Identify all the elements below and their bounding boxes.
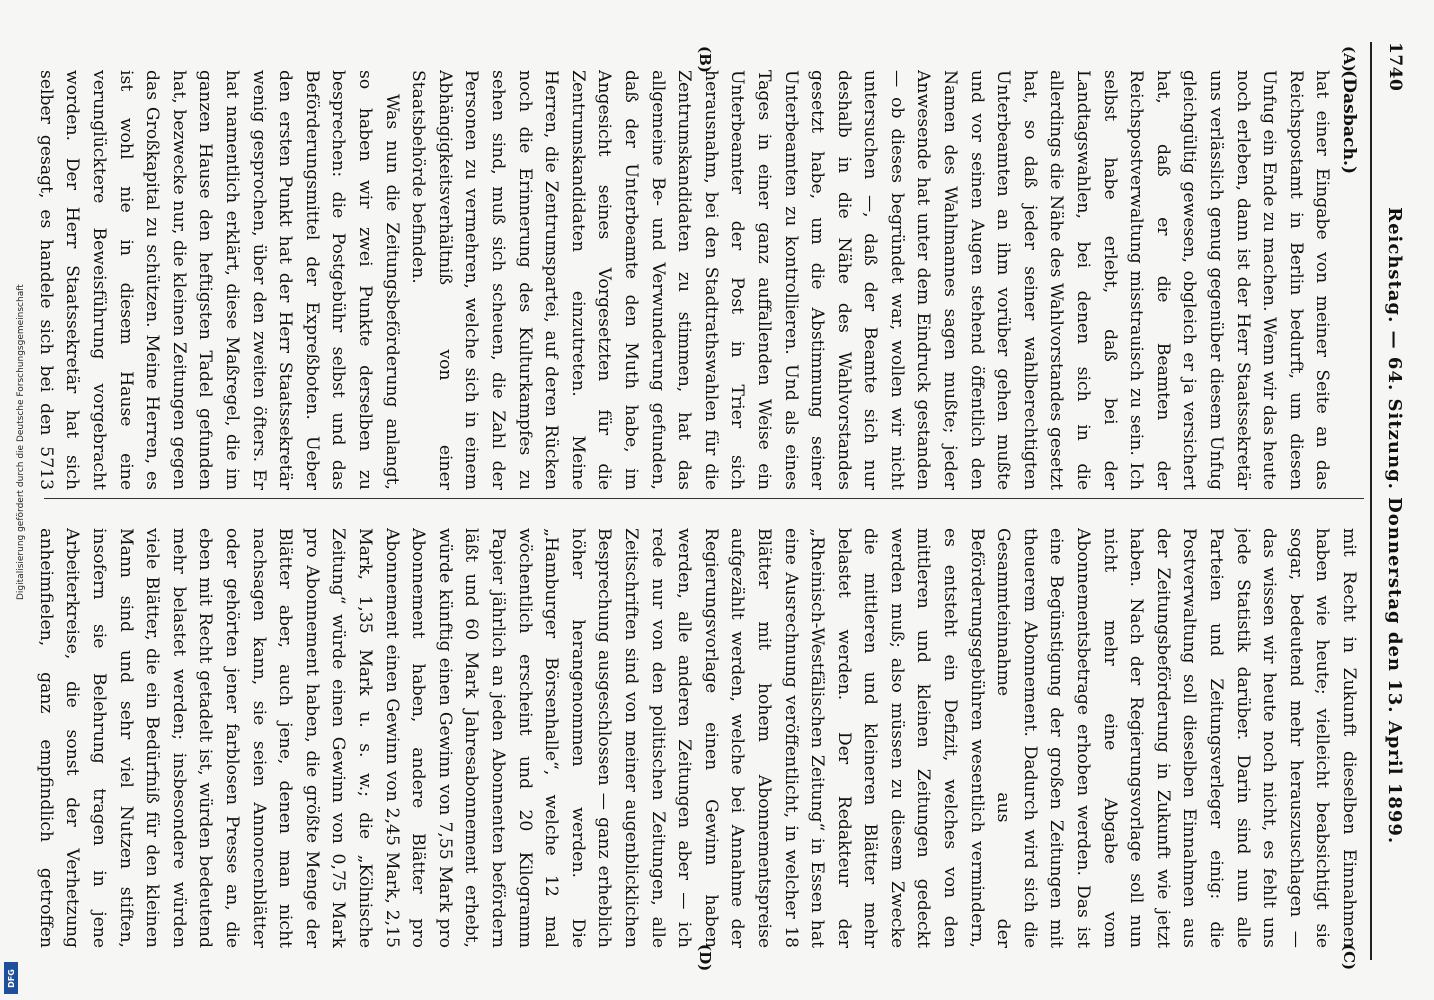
header-rule — [1370, 42, 1372, 960]
margin-letter-c: (C) — [1340, 944, 1358, 971]
margin-letter-b: (B) — [696, 46, 714, 73]
dfg-logo-text: DFG — [6, 968, 16, 988]
left-paragraph-2: Was nun die Zeitungsbeförderung anlangt, so haben wir zwei Punkte derselben zu besprechen: die Postgebühr selbst und das Beförderungsmittel der Expreßboten. Ueber den ersten Punkt hat der Herr Staatssekretär wenig gesprochen, über den zweiten öfters. Er hat namentlich erklärt, diese Maßregel, die im ganzen Hause den heftigsten Tadel gefunden hat, bezwecke nur, die kleinen Zeitungen gegen das Großkapital zu schützen. Meine Herren, es ist wohl nie in diesem Hause eine verunglücktere Beweisführung vorgebracht worden. Der Herr Staatssekretär hat sich selber gesagt, es handele sich bei den 5713 — [35, 70, 402, 490]
margin-letter-a: (A) — [1340, 46, 1358, 72]
digitization-credit — [0, 0, 26, 1000]
column-divider — [44, 498, 1364, 499]
right-column — [32, 528, 1362, 948]
left-column — [32, 70, 1362, 490]
credit-text: Digitalisierung gefördert durch die Deutsche Forschungsgemeinschaft — [16, 284, 26, 600]
left-paragraph-1: hat einer Eingabe von meiner Seite an das Reichspostamt in Berlin bedurft, um diesen Unfug ein Ende zu machen. Wenn wir das heute noch erleben, dann ist der Herr Staatssekretär uns verlässlich genug gegenüber diesem Unfug gleichgültig gewesen, obgleich er ja versichert hat, daß er die Beamten der Reichspostverwaltung misstrauisch zu sein. Ich selbst habe erlebt, daß bei der Landtagswahlen, bei denen sich in die allerdings die Nähe des Wahlvorstandes gesetzt hat, so daß jeder seiner wahlberechtigten Unterbeamten an ihm vorüber gehen mußte und vor seinen Augen stehend öffentlich den Namen des Wahlmannes sagen mußte; jeder Anwesende hat unter dem Eindruck gestanden — ob dieses begründet war, wollen wir nicht untersuchen —, daß der Beamte sich nur deshalb in die Nähe des Wahlvorstandes gesetzt habe, um die Abstimmung seiner Unterbeamten zu kontrollieren. Und als eines Tages in einer ganz auffallenden Weise ein Unterbeamter der Post in Trier sich herausnahm, bei den Stadtrathswahlen für die Zentrumskandidaten zu stimmen, hat das allgemeine Be- und Verwunderung gefunden, daß der Unterbeamte den Muth habe, im Angesicht seines Vorgesetzten für die Zentrumskandidaten einzutreten. Meine Herren, die Zentrumspartei, auf deren Rücken noch die Erinnerung des Kulturkampfes zu sehen sind, muß sich scheuen, die Zahl der Personen zu vermehren, welche sich in einem Abhängigkeitsverhältniß von einer Staatsbehörde befinden. — [408, 70, 1333, 490]
dfg-logo — [4, 962, 18, 994]
page-title: Reichstag. — 64. Sitzung. Donnerstag den 13. April 1899. — [1384, 207, 1406, 845]
right-paragraph-1: mit Recht in Zukunft dieselben Einnahmen haben wie heute; vielleicht beabsichtigt sie sogar, bedeutend mehr herauszuschlagen — das wissen wir heute noch nicht, es fehlt uns jede Statistik darüber. Darin sind nun alle Parteien und Zeitungsverleger einig: die Postverwaltung soll dieselben Einnahmen aus der Zeitungsbeförderung in Zukunft wie jetzt haben. Nach der Regierungsvorlage soll nun nicht mehr eine Abgabe vom Abonnementsbetrage erhoben werden. Das ist eine Begünstigung der großen Zeitungen mit theuerem Abonnement. Dadurch wird sich die Gesammteinnahme aus der Beförderungsgebühren wesentlich vermindern, es entsteht ein Defizit, welches von den mittleren und kleinen Zeitungen gedeckt werden muß; also müssen zu diesem Zwecke die mittleren und kleineren Blätter mehr belastet werden. Der Redakteur der „Rheinisch-Westfälischen Zeitung“ in Essen hat eine Ausrechnung veröffentlicht, in welcher 18 Blätter mit hohem Abonnementspreise aufgezählt werden, welche bei Annahme der Regierungsvorlage einen Gewinn haben werden, alle anderen Zeitungen aber — ich rede nur von den politischen Zeitungen, alle Zeitschriften sind von meiner augenblicklichen Besprechung ausgeschlossen — ganz erheblich höher herangenommen werden. Die „Hamburger Börsenhalle“, welche 12 mal wöchentlich erscheint und 20 Kilogramm Papier jährlich an jeden Abonnenten befördern läßt und 60 Mark Jahresabonnement erhebt, würde künftig einen Gewinn von 7,55 Mark pro Abonnement haben, andere Blätter pro Abonnement einen Gewinn von 2,45 Mark, 2,15 Mark, 1,35 Mark u. s. w.; die „Kölnische Zeitung“ würde einen Gewinn von 0,75 Mark pro Abonnement haben, die größte Menge der Blätter aber, auch jene, denen man nicht nachsagen kann, sie seien Annoncenblätter oder gehörten jener farblosen Presse an, die eben mit Recht getadelt ist, würden bedeutend mehr belastet werden; insbesondere würden viele Blätter, die ein Bedürfniß für den kleinen Mann sind und sehr viel Nutzen stiften, insofern sie Belehrung tragen in jene Arbeiterkreise, die sonst der Verhetzung anheimfielen, ganz empfindlich getroffen — [35, 528, 1359, 948]
page-header — [1378, 42, 1412, 960]
speaker-name: (Dasbach.) — [1339, 70, 1359, 175]
page-number: 1740 — [1385, 42, 1405, 92]
margin-letter-d: (D) — [696, 944, 714, 972]
